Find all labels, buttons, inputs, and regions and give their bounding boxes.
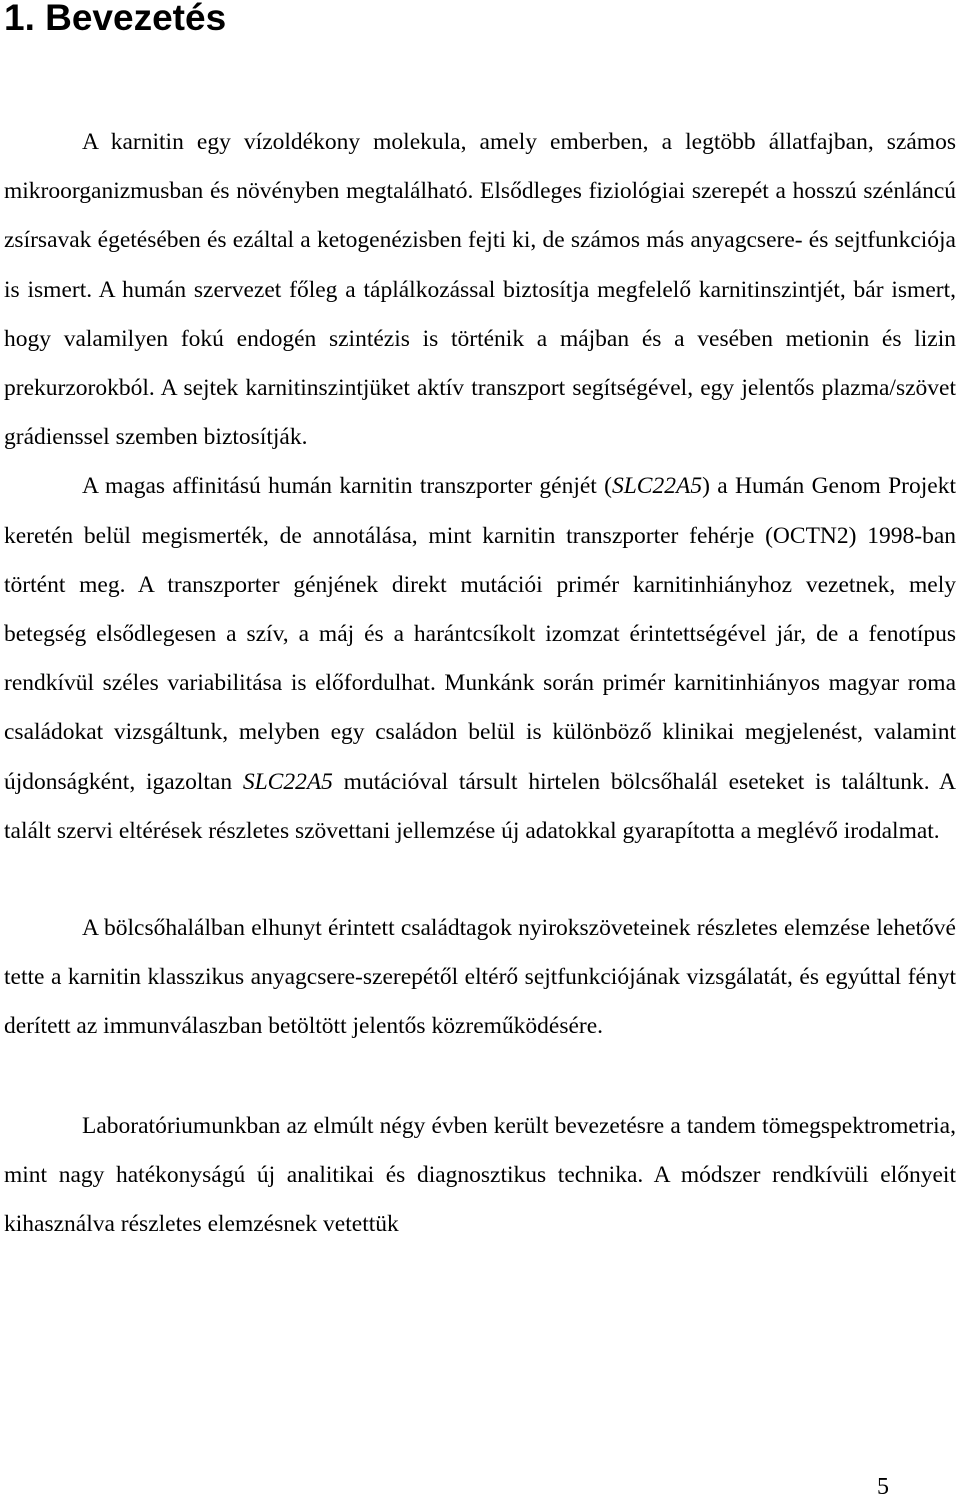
paragraph-1	[4, 118, 956, 462]
gene-name-italic: SLC22A5	[242, 768, 333, 795]
paragraph-2-text-a: A magas affinitású humán karnitin transzporter génjét (	[82, 473, 612, 500]
paragraph-3	[4, 904, 956, 1052]
body-text	[4, 118, 956, 1249]
paragraph-4-text: Laboratóriumunkban az elmúlt négy évben került bevezetésre a tandem tömegspektrometria, mint nagy hatékonyságú új analitikai és diagnosztikus technika. A módszer rendkívüli előnyeit kihasználva részletes elemzésnek vetettük	[4, 1112, 956, 1238]
paragraph-2-text-b: ) a Humán Genom Projekt keretén belül megismerték, de annotálása, mint karnitin transzporter fehérje (OCTN2) 1998-ban történt meg. A transzporter génjének direkt mutációi primér karnitinhiányhoz vezetnek, mely betegség elsődlegesen a szív, a máj és a harántcsíkolt izomzat érintettségével jár, de a fenotípus rendkívül széles variabilitása is előfordulhat. Munkánk során primér karnitinhiányos magyar roma családokat vizsgáltunk, melyben egy családon belül is különböző klinikai megjelenést, valamint újdonságként, igazoltan	[4, 473, 956, 795]
paragraph-2	[4, 462, 956, 856]
paragraph-4	[4, 1102, 956, 1250]
paragraph-2-text-c: mutációval társult hirtelen bölcsőhalál eseteket is találtunk. A talált szervi eltérések részletes szövettani jellemzése új adatokkal gyarapította a meglévő irodalmat.	[4, 768, 956, 844]
paragraph-1-text: A karnitin egy vízoldékony molekula, amely emberben, a legtöbb állatfajban, számos mikroorganizmusban és növényben megtalálható. Elsődleges fiziológiai szerepét a hosszú szénláncú zsírsavak égetésében és ezáltal a ketogenézisben fejti ki, de számos más anyagcsere- és sejtfunkciója is ismert. A humán szervezet főleg a táplálkozással biztosítja megfelelő karnitinszintjét, bár ismert, hogy valamilyen fokú endogén szintézis is történik a májban és a vesében metionin és lizin prekurzorokból. A sejtek karnitinszintjüket aktív transzport segítségével, egy jelentős plazma/szövet grádienssel szemben biztosítják.	[4, 129, 956, 451]
gene-name-italic: SLC22A5	[611, 473, 703, 500]
paragraph-3-text: A bölcsőhalálban elhunyt érintett családtagok nyirokszöveteinek részletes elemzése lehetővé tette a karnitin klasszikus anyagcsere-szerepétől eltérő sejtfunkciójának vizsgálatát, és egyúttal fényt derített az immunválaszban betöltött jelentős közreműködésére.	[4, 915, 956, 1040]
page-number: 5	[877, 1474, 889, 1500]
section-heading: 1. Bevezetés	[4, 0, 227, 38]
